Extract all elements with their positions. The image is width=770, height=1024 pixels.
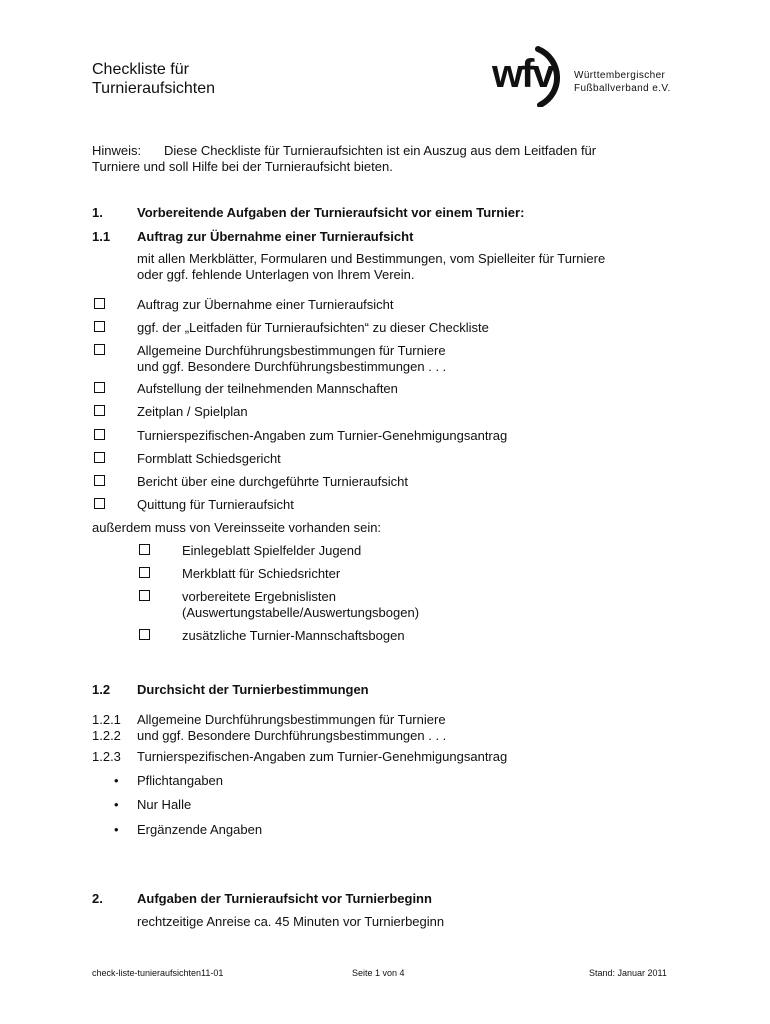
subsection-1-1-number: 1.1	[92, 229, 111, 244]
item-number: 1.2.3	[92, 749, 121, 764]
checklist-item: Zeitplan / Spielplan	[137, 404, 248, 419]
checkbox[interactable]	[139, 629, 150, 640]
footer-status: Stand: Januar 2011	[589, 968, 667, 978]
bullet-item: Nur Halle	[137, 797, 192, 812]
checklist-item: Quittung für Turnieraufsicht	[137, 497, 294, 512]
section-1-number: 1.	[92, 205, 103, 220]
checkbox[interactable]	[94, 298, 105, 309]
note-label: Hinweis:	[92, 143, 142, 158]
checklist-item: Bericht über eine durchgeführte Turnieraufsicht	[137, 474, 408, 489]
checkbox[interactable]	[94, 475, 105, 486]
org-name	[574, 69, 671, 95]
checklist-item: ggf. der „Leitfaden für Turnieraufsichten“ zu dieser Checkliste	[137, 320, 489, 335]
bullet-icon: •	[114, 822, 119, 837]
item-number: 1.2.2	[92, 728, 121, 743]
bullet-item: Pflichtangaben	[137, 773, 224, 788]
checkbox[interactable]	[94, 344, 105, 355]
org-name-line-1: Württembergischer	[574, 70, 666, 81]
checkbox[interactable]	[139, 544, 150, 555]
item-text: Turnierspezifischen-Angaben zum Turnier-Genehmigungsantrag	[137, 749, 508, 764]
subsection-1-1-heading: Auftrag zur Übernahme einer Turnieraufsicht	[137, 229, 414, 244]
section-1-heading: Vorbereitende Aufgaben der Turnieraufsicht vor einem Turnier:	[137, 205, 525, 220]
checklist-item: Auftrag zur Übernahme einer Turnieraufsicht	[137, 297, 394, 312]
section-2-text: rechtzeitige Anreise ca. 45 Minuten vor Turnierbeginn	[137, 914, 445, 929]
checklist-item-continuation: und ggf. Besondere Durchführungsbestimmungen . . .	[137, 359, 447, 374]
checkbox[interactable]	[139, 590, 150, 601]
footer-filename: check-liste-tunieraufsichten11-01	[92, 968, 224, 978]
subsection-1-2-number: 1.2	[92, 682, 111, 697]
bullet-icon: •	[114, 797, 119, 812]
checklist-item: Aufstellung der teilnehmenden Mannschaften	[137, 381, 398, 396]
checkbox[interactable]	[94, 405, 105, 416]
checklist-item: Merkblatt für Schiedsrichter	[182, 566, 341, 581]
subsection-1-1-text-line-1: mit allen Merkblätter, Formularen und Bestimmungen, vom Spielleiter für Turniere	[137, 251, 606, 266]
document-title	[92, 60, 215, 98]
checklist-item: zusätzliche Turnier-Mannschaftsbogen	[182, 628, 405, 643]
section-2-number: 2.	[92, 891, 103, 906]
subsection-1-2-heading: Durchsicht der Turnierbestimmungen	[137, 682, 369, 697]
checklist-item: Turnierspezifischen-Angaben zum Turnier-Genehmigungsantrag	[137, 428, 508, 443]
note-text-line-2: Turniere und soll Hilfe bei der Turnieraufsicht bieten.	[92, 159, 393, 174]
item-text: und ggf. Besondere Durchführungsbestimmungen . . .	[137, 728, 447, 743]
checklist-item: Einlegeblatt Spielfelder Jugend	[182, 543, 362, 558]
checklist-item: Formblatt Schiedsgericht	[137, 451, 281, 466]
logo-wordmark: wfv	[492, 52, 553, 96]
checkbox[interactable]	[94, 498, 105, 509]
checklist-item: vorbereitete Ergebnislisten	[182, 589, 336, 604]
checkbox[interactable]	[94, 429, 105, 440]
title-line-2: Turnieraufsichten	[92, 80, 216, 97]
item-number: 1.2.1	[92, 712, 121, 727]
subsection-1-1-text-line-2: oder ggf. fehlende Unterlagen von Ihrem Verein.	[137, 267, 415, 282]
checkbox[interactable]	[94, 382, 105, 393]
checkbox[interactable]	[139, 567, 150, 578]
checkbox[interactable]	[94, 321, 105, 332]
note-text-line-1: Diese Checkliste für Turnieraufsichten ist ein Auszug aus dem Leitfaden für	[164, 143, 597, 158]
checklist-item: Allgemeine Durchführungsbestimmungen für Turniere	[137, 343, 446, 358]
footer-page-number: Seite 1 von 4	[352, 968, 405, 978]
checkbox[interactable]	[94, 452, 105, 463]
bullet-icon: •	[114, 773, 119, 788]
title-line-1: Checkliste für	[92, 61, 189, 78]
club-requirements-intro: außerdem muss von Vereinsseite vorhanden sein:	[92, 520, 382, 535]
checklist-item-continuation: (Auswertungstabelle/Auswertungsbogen)	[182, 605, 420, 620]
section-2-heading: Aufgaben der Turnieraufsicht vor Turnierbeginn	[137, 891, 432, 906]
bullet-item: Ergänzende Angaben	[137, 822, 263, 837]
org-name-line-2: Fußballverband e.V.	[574, 83, 671, 94]
item-text: Allgemeine Durchführungsbestimmungen für Turniere	[137, 712, 446, 727]
